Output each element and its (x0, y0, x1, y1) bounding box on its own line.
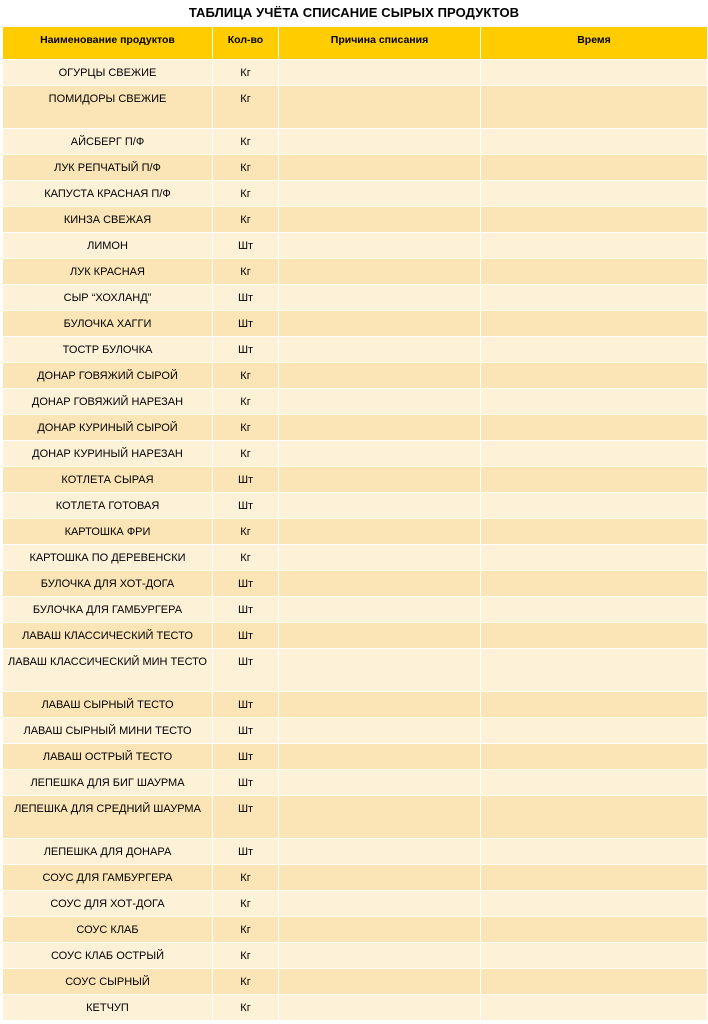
table-row (3, 60, 708, 86)
table-row (3, 891, 708, 917)
reason-cell[interactable] (279, 649, 481, 692)
unit-cell: Кг (213, 389, 279, 415)
product-name-cell: БУЛОЧКА ДЛЯ ХОТ-ДОГА (3, 571, 213, 597)
reason-cell[interactable] (279, 207, 481, 233)
reason-cell[interactable] (279, 692, 481, 718)
time-cell[interactable] (481, 597, 708, 623)
reason-cell[interactable] (279, 155, 481, 181)
unit-cell: Кг (213, 181, 279, 207)
product-name-cell: КОТЛЕТА СЫРАЯ (3, 467, 213, 493)
time-cell[interactable] (481, 493, 708, 519)
table-row (3, 181, 708, 207)
time-cell[interactable] (481, 796, 708, 839)
product-name-cell: ЛАВАШ КЛАССИЧЕСКИЙ МИН ТЕСТО (3, 649, 213, 692)
table-row (3, 86, 708, 129)
product-name-cell: БУЛОЧКА ХАГГИ (3, 311, 213, 337)
reason-cell[interactable] (279, 917, 481, 943)
reason-cell[interactable] (279, 181, 481, 207)
product-name-cell: БУЛОЧКА ДЛЯ ГАМБУРГЕРА (3, 597, 213, 623)
product-name-cell: СОУС КЛАБ ОСТРЫЙ (3, 943, 213, 969)
unit-cell: Шт (213, 337, 279, 363)
table-row (3, 363, 708, 389)
unit-cell: Шт (213, 493, 279, 519)
product-name-cell: ОГУРЦЫ СВЕЖИЕ (3, 60, 213, 86)
table-row (3, 415, 708, 441)
product-name-cell: КОТЛЕТА ГОТОВАЯ (3, 493, 213, 519)
unit-cell: Шт (213, 233, 279, 259)
unit-cell: Шт (213, 744, 279, 770)
table-header-row (3, 27, 708, 60)
time-cell[interactable] (481, 995, 708, 1021)
product-name-cell: ТОСТР БУЛОЧКА (3, 337, 213, 363)
reason-cell[interactable] (279, 571, 481, 597)
unit-cell: Шт (213, 285, 279, 311)
table-row (3, 389, 708, 415)
time-cell[interactable] (481, 744, 708, 770)
time-cell[interactable] (481, 60, 708, 86)
table-row (3, 796, 708, 839)
unit-cell: Кг (213, 891, 279, 917)
unit-cell: Кг (213, 969, 279, 995)
reason-cell[interactable] (279, 285, 481, 311)
unit-cell: Кг (213, 441, 279, 467)
unit-cell: Кг (213, 259, 279, 285)
table-row (3, 995, 708, 1021)
unit-cell: Кг (213, 415, 279, 441)
time-cell[interactable] (481, 363, 708, 389)
table-row (3, 337, 708, 363)
product-name-cell: ЛЕПЕШКА ДЛЯ СРЕДНИЙ ШАУРМА (3, 796, 213, 839)
table-row (3, 207, 708, 233)
reason-cell[interactable] (279, 363, 481, 389)
table-row (3, 493, 708, 519)
table-row (3, 441, 708, 467)
reason-cell[interactable] (279, 415, 481, 441)
reason-cell[interactable] (279, 86, 481, 129)
table-row (3, 943, 708, 969)
product-name-cell: ДОНАР КУРИНЫЙ СЫРОЙ (3, 415, 213, 441)
table-row (3, 839, 708, 865)
unit-cell: Шт (213, 718, 279, 744)
time-cell[interactable] (481, 389, 708, 415)
table-row (3, 865, 708, 891)
table-row (3, 129, 708, 155)
time-cell[interactable] (481, 181, 708, 207)
table-row (3, 692, 708, 718)
unit-cell: Шт (213, 770, 279, 796)
time-cell[interactable] (481, 891, 708, 917)
unit-cell: Кг (213, 943, 279, 969)
unit-cell: Шт (213, 649, 279, 692)
product-name-cell: ЛУК КРАСНАЯ (3, 259, 213, 285)
table-row (3, 718, 708, 744)
unit-cell: Кг (213, 545, 279, 571)
table-row (3, 155, 708, 181)
time-cell[interactable] (481, 718, 708, 744)
write-off-table (2, 26, 708, 1021)
reason-cell[interactable] (279, 337, 481, 363)
product-name-cell: ДОНАР КУРИНЫЙ НАРЕЗАН (3, 441, 213, 467)
unit-cell: Кг (213, 60, 279, 86)
product-name-cell: АЙСБЕРГ П/Ф (3, 129, 213, 155)
product-name-cell: СОУС ДЛЯ ГАМБУРГЕРА (3, 865, 213, 891)
unit-cell: Шт (213, 597, 279, 623)
reason-cell[interactable] (279, 545, 481, 571)
product-name-cell: ДОНАР ГОВЯЖИЙ СЫРОЙ (3, 363, 213, 389)
reason-cell[interactable] (279, 744, 481, 770)
product-name-cell: ЛИМОН (3, 233, 213, 259)
unit-cell: Кг (213, 363, 279, 389)
time-cell[interactable] (481, 129, 708, 155)
reason-cell[interactable] (279, 969, 481, 995)
time-cell[interactable] (481, 623, 708, 649)
unit-cell: Шт (213, 623, 279, 649)
product-name-cell: КАРТОШКА ФРИ (3, 519, 213, 545)
product-name-cell: КАРТОШКА ПО ДЕРЕВЕНСКИ (3, 545, 213, 571)
unit-cell: Кг (213, 519, 279, 545)
table-row (3, 649, 708, 692)
time-cell[interactable] (481, 311, 708, 337)
table-row (3, 917, 708, 943)
time-cell[interactable] (481, 865, 708, 891)
time-cell[interactable] (481, 571, 708, 597)
time-cell[interactable] (481, 649, 708, 692)
table-row (3, 259, 708, 285)
product-name-cell: КАПУСТА КРАСНАЯ П/Ф (3, 181, 213, 207)
reason-cell[interactable] (279, 718, 481, 744)
unit-cell: Кг (213, 129, 279, 155)
product-name-cell: ЛАВАШ КЛАССИЧЕСКИЙ ТЕСТО (3, 623, 213, 649)
unit-cell: Шт (213, 796, 279, 839)
product-name-cell: КЕТЧУП (3, 995, 213, 1021)
time-cell[interactable] (481, 259, 708, 285)
time-cell[interactable] (481, 545, 708, 571)
product-name-cell: ЛУК РЕПЧАТЫЙ П/Ф (3, 155, 213, 181)
time-cell[interactable] (481, 155, 708, 181)
time-cell[interactable] (481, 467, 708, 493)
time-cell[interactable] (481, 692, 708, 718)
unit-cell: Шт (213, 311, 279, 337)
time-cell[interactable] (481, 86, 708, 129)
product-name-cell: ЛАВАШ СЫРНЫЙ МИНИ ТЕСТО (3, 718, 213, 744)
table-row (3, 623, 708, 649)
time-cell[interactable] (481, 441, 708, 467)
page-title: ТАБЛИЦА УЧЁТА СПИСАНИЕ СЫРЫХ ПРОДУКТОВ (188, 5, 520, 20)
table-row (3, 519, 708, 545)
time-cell[interactable] (481, 770, 708, 796)
product-name-cell: ЛАВАШ ОСТРЫЙ ТЕСТО (3, 744, 213, 770)
column-header-name: Наименование продуктов (3, 27, 213, 60)
time-cell[interactable] (481, 943, 708, 969)
table-row (3, 571, 708, 597)
reason-cell[interactable] (279, 597, 481, 623)
product-name-cell: ПОМИДОРЫ СВЕЖИЕ (3, 86, 213, 129)
reason-cell[interactable] (279, 770, 481, 796)
unit-cell: Кг (213, 155, 279, 181)
reason-cell[interactable] (279, 796, 481, 839)
reason-cell[interactable] (279, 129, 481, 155)
reason-cell[interactable] (279, 995, 481, 1021)
time-cell[interactable] (481, 415, 708, 441)
reason-cell[interactable] (279, 623, 481, 649)
product-name-cell: ЛЕПЕШКА ДЛЯ БИГ ШАУРМА (3, 770, 213, 796)
table-row (3, 311, 708, 337)
table-row (3, 597, 708, 623)
table-row (3, 744, 708, 770)
time-cell[interactable] (481, 917, 708, 943)
reason-cell[interactable] (279, 891, 481, 917)
unit-cell: Шт (213, 467, 279, 493)
product-name-cell: ЛЕПЕШКА ДЛЯ ДОНАРА (3, 839, 213, 865)
unit-cell: Кг (213, 917, 279, 943)
reason-cell[interactable] (279, 259, 481, 285)
time-cell[interactable] (481, 285, 708, 311)
product-name-cell: СЫР “ХОХЛАНД” (3, 285, 213, 311)
time-cell[interactable] (481, 233, 708, 259)
table-row (3, 233, 708, 259)
reason-cell[interactable] (279, 311, 481, 337)
time-cell[interactable] (481, 337, 708, 363)
product-name-cell: СОУС СЫРНЫЙ (3, 969, 213, 995)
time-cell[interactable] (481, 207, 708, 233)
time-cell[interactable] (481, 519, 708, 545)
reason-cell[interactable] (279, 60, 481, 86)
reason-cell[interactable] (279, 865, 481, 891)
reason-cell[interactable] (279, 839, 481, 865)
unit-cell: Шт (213, 839, 279, 865)
column-header-reason: Причина списания (279, 27, 481, 60)
table-row (3, 770, 708, 796)
column-header-time: Время (481, 27, 708, 60)
column-header-qty: Кол-во (213, 27, 279, 60)
table-row (3, 285, 708, 311)
table-row (3, 467, 708, 493)
reason-cell[interactable] (279, 233, 481, 259)
product-name-cell: ДОНАР ГОВЯЖИЙ НАРЕЗАН (3, 389, 213, 415)
time-cell[interactable] (481, 839, 708, 865)
reason-cell[interactable] (279, 441, 481, 467)
product-name-cell: КИНЗА СВЕЖАЯ (3, 207, 213, 233)
unit-cell: Кг (213, 207, 279, 233)
unit-cell: Шт (213, 571, 279, 597)
unit-cell: Кг (213, 995, 279, 1021)
reason-cell[interactable] (279, 467, 481, 493)
product-name-cell: СОУС ДЛЯ ХОТ-ДОГА (3, 891, 213, 917)
table-row (3, 545, 708, 571)
unit-cell: Кг (213, 865, 279, 891)
reason-cell[interactable] (279, 493, 481, 519)
unit-cell: Шт (213, 692, 279, 718)
reason-cell[interactable] (279, 389, 481, 415)
table-row (3, 969, 708, 995)
product-name-cell: ЛАВАШ СЫРНЫЙ ТЕСТО (3, 692, 213, 718)
unit-cell: Кг (213, 86, 279, 129)
reason-cell[interactable] (279, 943, 481, 969)
reason-cell[interactable] (279, 519, 481, 545)
time-cell[interactable] (481, 969, 708, 995)
product-name-cell: СОУС КЛАБ (3, 917, 213, 943)
